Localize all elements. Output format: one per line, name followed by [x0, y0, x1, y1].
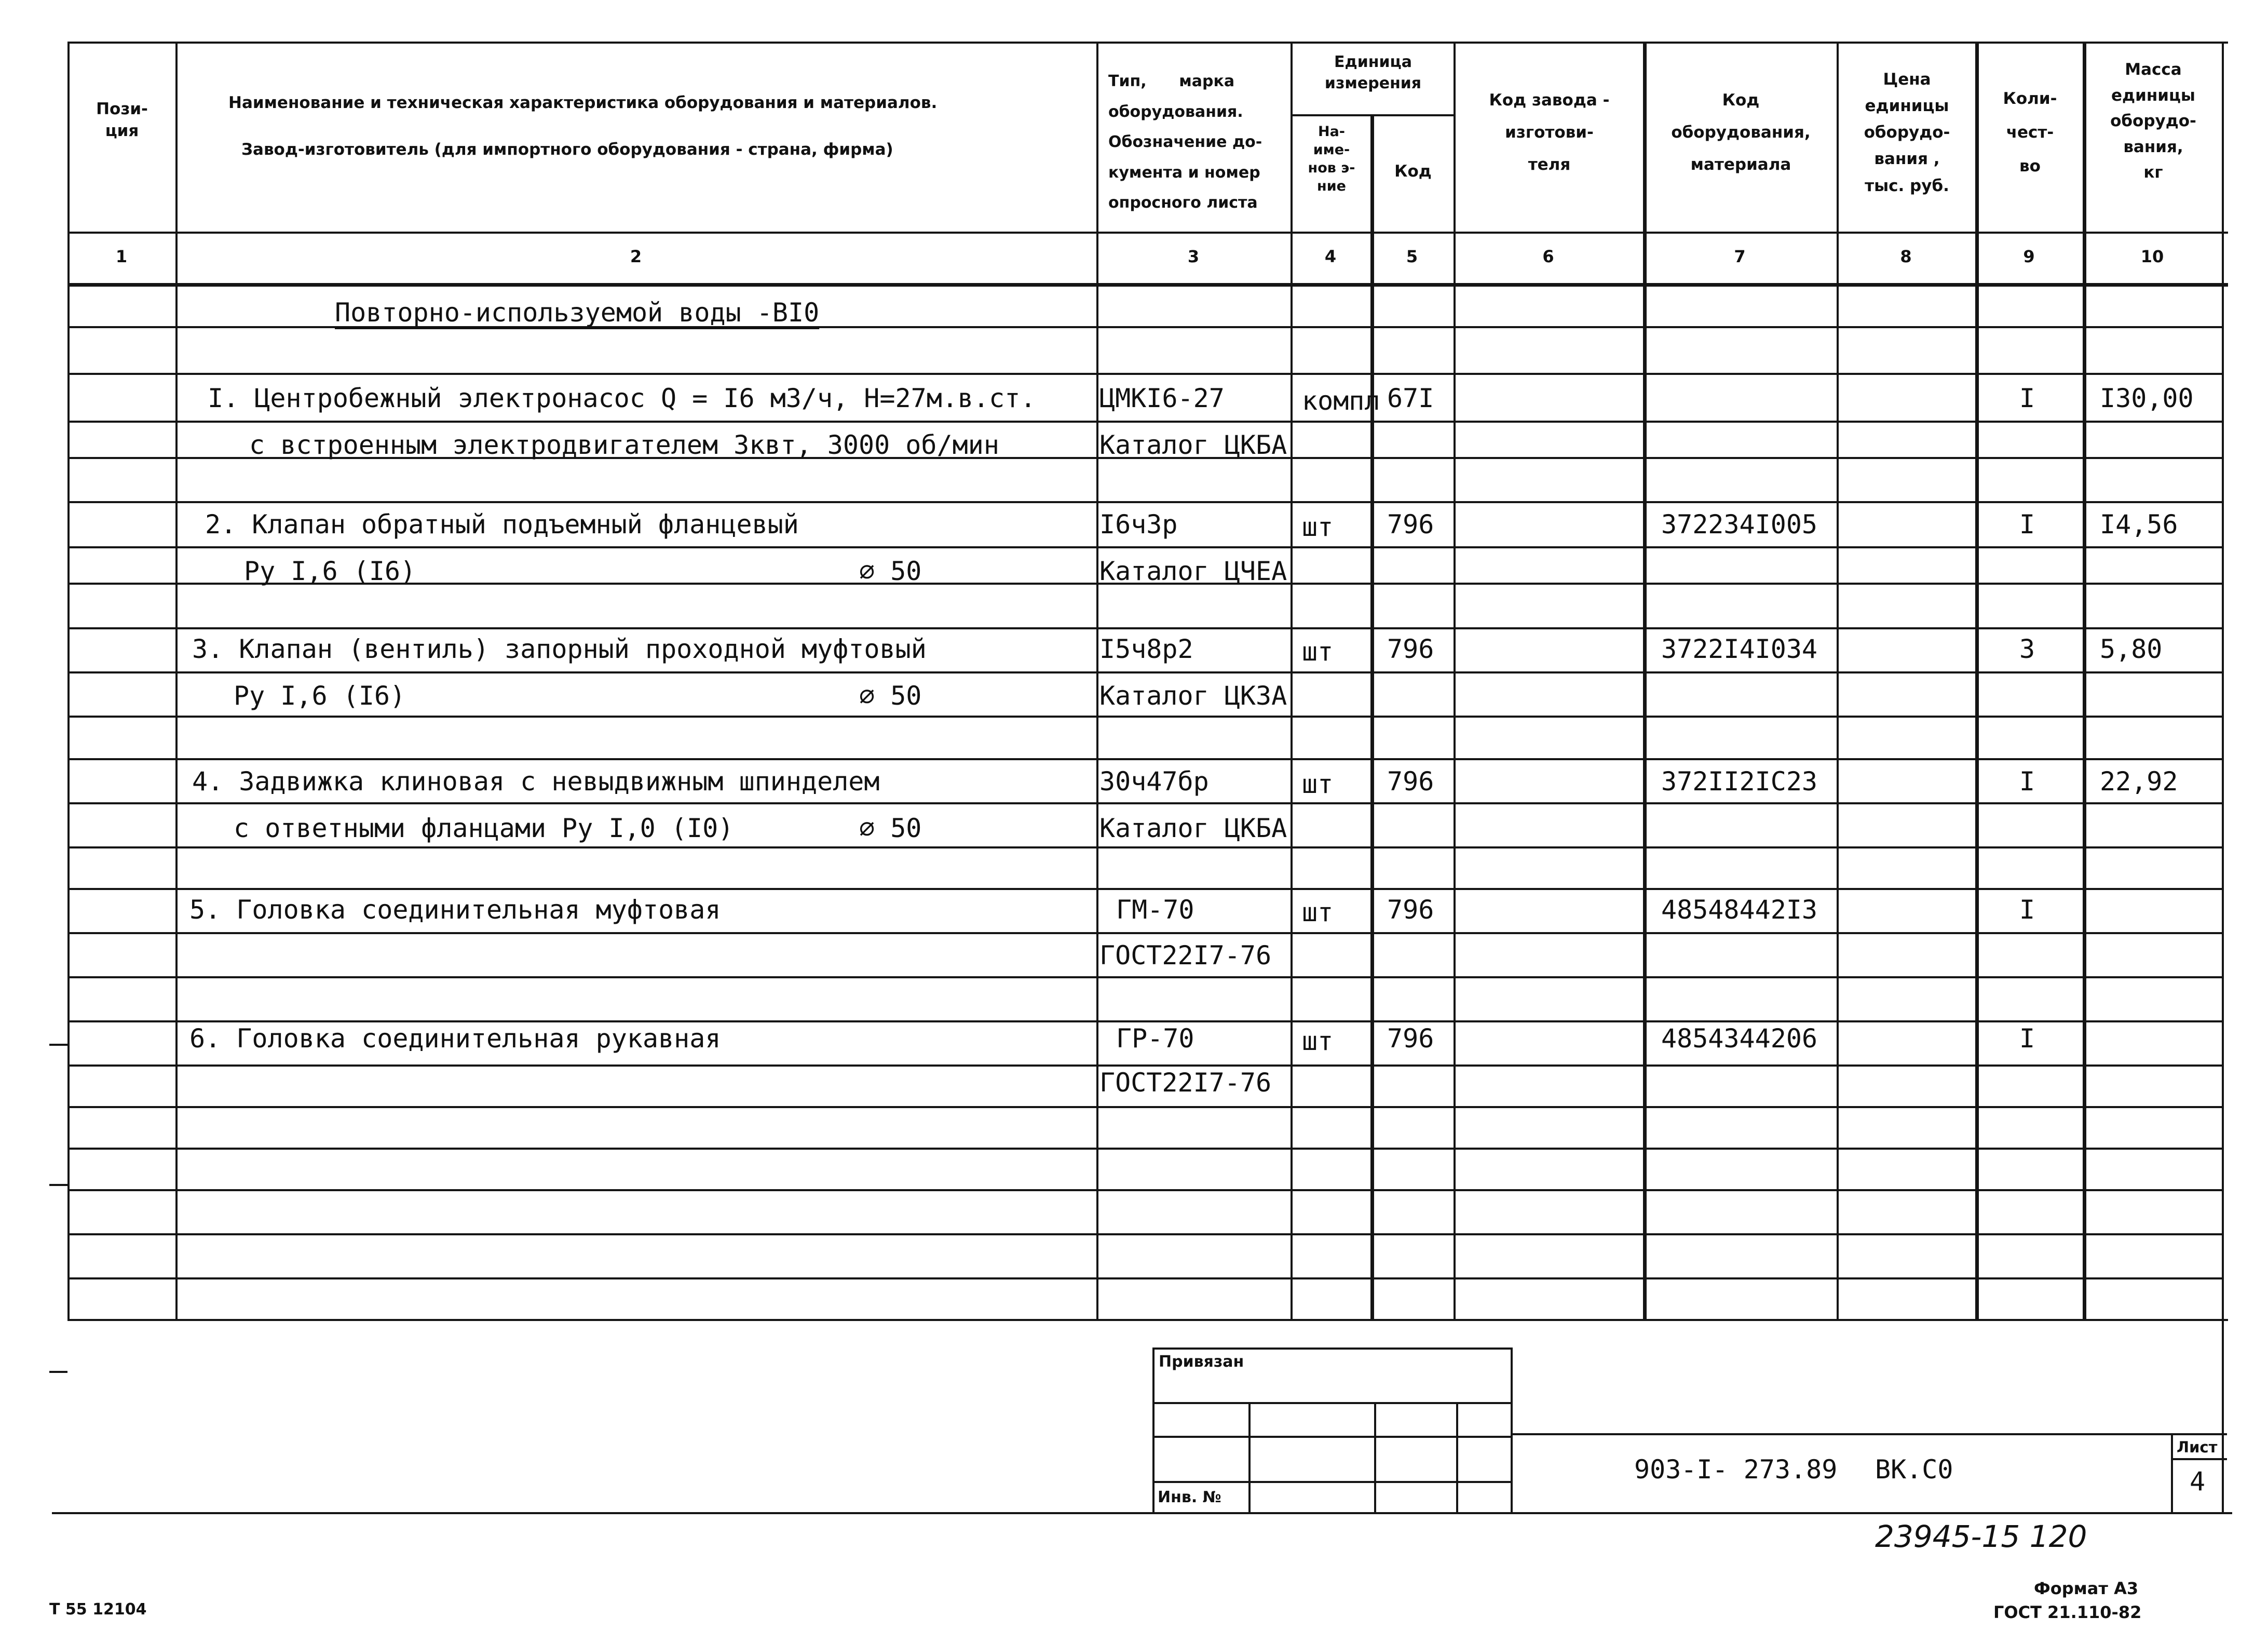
item-equipment-code: 48548442I3: [1661, 895, 1818, 925]
col-number: 8: [1900, 247, 1912, 266]
item-type-document: Каталог ЦКБА: [1099, 813, 1287, 843]
footer-format: Формат А3: [2034, 1579, 2139, 1598]
item-type-document: Каталог ЦКБА: [1099, 430, 1287, 460]
doc-mark: ВК.С0: [1875, 1454, 1953, 1485]
item-type-document: Каталог ЦКЗА: [1099, 681, 1287, 711]
item-unit-code: 796: [1387, 1023, 1434, 1054]
item-equipment-code: 372234I005: [1661, 509, 1818, 540]
item-diameter: ⌀ 50: [859, 813, 922, 843]
row-line: [67, 802, 2222, 804]
row-line: [67, 1148, 2222, 1150]
item-type-document: ГОСТ22I7-76: [1099, 1068, 1272, 1098]
item-mass: I30,00: [2100, 383, 2194, 413]
row-line: [67, 976, 2222, 978]
item-unit: компл: [1302, 386, 1380, 416]
col-line: [1454, 42, 1456, 1319]
item-quantity: I: [2019, 509, 2035, 540]
col-number: 3: [1187, 247, 1200, 266]
row-line: [67, 373, 2222, 375]
header-type: Тип, марка оборудования. Обозначение до- кумента и номер опросного листа: [1108, 72, 1262, 212]
item-mass: 5,80: [2100, 634, 2163, 664]
col-line: [1096, 42, 1098, 1319]
item-unit-code: 796: [1387, 895, 1434, 925]
col-number: 7: [1734, 247, 1746, 266]
row-line: [67, 1020, 2222, 1022]
row-line: [67, 501, 2222, 503]
item-name-continued: Ру I,6 (I6): [234, 681, 406, 711]
item-quantity: I: [2019, 383, 2035, 413]
title-block-line: [2171, 1433, 2173, 1512]
row-line: [67, 421, 2222, 423]
item-name: 2. Клапан обратный подъемный фланцевый: [205, 509, 799, 540]
col-line: [175, 42, 178, 1319]
frame-right-border: [2222, 42, 2224, 1512]
item-diameter: ⌀ 50: [859, 556, 922, 586]
item-unit-code: 67I: [1387, 383, 1434, 413]
header-unit-group: Единица измерения: [1324, 53, 1422, 92]
header-quantity: Коли- чест- во: [2003, 89, 2057, 176]
item-quantity: I: [2019, 766, 2035, 797]
item-equipment-code: 372II2IC23: [1661, 766, 1818, 797]
item-name: 5. Головка соединительная муфтовая: [189, 895, 721, 925]
item-name-continued: Ру I,6 (I6): [244, 556, 416, 586]
doc-code: 903-I- 273.89: [1634, 1454, 1838, 1485]
row-line: [67, 627, 2222, 629]
numbers-bottom-border: [67, 283, 2228, 287]
item-quantity: 3: [2019, 634, 2035, 664]
item-unit-code: 796: [1387, 509, 1434, 540]
footer-gost: ГОСТ 21.110-82: [1993, 1602, 2142, 1622]
item-name-continued: с встроенным электродвигателем 3квт, 3000 об/мин: [249, 430, 999, 460]
col-line: [1837, 42, 1839, 1319]
col-line: [67, 42, 70, 1319]
stamp-line: [1456, 1402, 1458, 1512]
header-name-line1: Наименование и техническая характеристика оборудования и материалов.: [228, 93, 938, 112]
col-line: [1975, 42, 1979, 1319]
item-unit: шт: [1302, 1026, 1334, 1056]
row-line: [67, 546, 2222, 548]
title-block-line: [2171, 1458, 2227, 1460]
item-unit: шт: [1302, 769, 1334, 799]
item-equipment-code: 3722I4I034: [1661, 634, 1818, 664]
row-line: [67, 671, 2222, 673]
item-equipment-code: 4854344206: [1661, 1023, 1818, 1054]
item-type: ГМ-70: [1116, 895, 1194, 925]
item-unit-code: 796: [1387, 766, 1434, 797]
item-name-continued: с ответными фланцами Ру I,0 (I0): [234, 813, 734, 843]
col-number: 4: [1324, 247, 1337, 266]
stamp-line: [1248, 1402, 1251, 1512]
list-label: Лист: [2177, 1438, 2218, 1456]
stamp-inv-no: Инв. №: [1158, 1488, 1221, 1506]
col-line: [1643, 42, 1647, 1319]
item-mass: 22,92: [2100, 766, 2178, 797]
item-type: I5ч8р2: [1099, 634, 1193, 664]
stamp-line: [1374, 1402, 1376, 1512]
col-number: 6: [1542, 247, 1554, 266]
item-quantity: I: [2019, 895, 2035, 925]
section-title: Повторно-используемой воды -BI0: [335, 298, 820, 328]
margin-tick: [49, 1184, 67, 1186]
row-line: [67, 1064, 2222, 1067]
header-unit-code: Код: [1394, 162, 1432, 181]
frame-bottom-border: [52, 1512, 2232, 1514]
item-name: 6. Головка соединительная рукавная: [189, 1023, 721, 1054]
col-number: 9: [2023, 247, 2035, 266]
stamp-line: [1152, 1347, 1155, 1512]
row-line: [67, 1277, 2222, 1279]
col-number: 10: [2140, 247, 2164, 266]
item-type-document: ГОСТ22I7-76: [1099, 940, 1272, 971]
col-number: 2: [630, 247, 642, 266]
stamp-privyazan: Привязан: [1159, 1353, 1244, 1371]
item-unit-code: 796: [1387, 634, 1434, 664]
item-unit: шт: [1302, 512, 1334, 542]
row-line: [67, 716, 2222, 718]
item-unit: шт: [1302, 897, 1334, 927]
row-line: [67, 932, 2222, 934]
list-number: 4: [2190, 1466, 2206, 1497]
row-line: [67, 888, 2222, 890]
header-equipment-code: Код оборудования, материала: [1671, 91, 1811, 174]
title-block-line: [1511, 1433, 2227, 1435]
item-quantity: I: [2019, 1023, 2035, 1054]
item-unit: шт: [1302, 637, 1334, 667]
header-name-line2: Завод-изготовитель (для импортного оборудования - страна, фирма): [241, 140, 893, 159]
item-type: I6ч3р: [1099, 509, 1178, 540]
header-factory-code: Код завода - изготови- теля: [1489, 91, 1610, 174]
header-position: Пози- ция: [96, 100, 148, 140]
margin-tick: [49, 1044, 67, 1046]
item-type: ГР-70: [1116, 1023, 1194, 1054]
stamp-line: [1511, 1347, 1513, 1512]
item-type-document: Каталог ЦЧЕА: [1099, 556, 1287, 586]
col-line: [2083, 42, 2086, 1319]
row-line: [67, 1233, 2222, 1235]
item-diameter: ⌀ 50: [859, 681, 922, 711]
row-line: [67, 758, 2222, 760]
margin-tick: [49, 1371, 67, 1373]
col-line: [1291, 42, 1293, 1319]
item-name: I. Центробежный электронасос Q = I6 м3/ч, H=27м.в.ст.: [208, 383, 1036, 413]
item-type: ЦМКI6-27: [1099, 383, 1225, 413]
row-line: [67, 1189, 2222, 1191]
item-name: 3. Клапан (вентиль) запорный проходной муфтовый: [192, 634, 927, 664]
table-top-border: [67, 42, 2228, 44]
header-bottom-border: [67, 232, 2228, 234]
table-bottom-border: [67, 1319, 2228, 1321]
header-unit-name: На- име- нов э- ние: [1308, 124, 1355, 195]
footer-left-code: Т 55 12104: [49, 1600, 147, 1619]
handwritten-number: 23945-15 120: [1875, 1519, 2087, 1554]
header-mass: Масса единицы оборудо- вания, кг: [2110, 60, 2196, 182]
col-line: [1370, 114, 1374, 1319]
row-line: [67, 1106, 2222, 1108]
col-number: 1: [115, 247, 128, 266]
stamp-line: [1152, 1347, 1511, 1350]
row-line: [67, 846, 2222, 848]
item-type: 30ч47бр: [1099, 766, 1209, 797]
item-name: 4. Задвижка клиновая с невыдвижным шпинделем: [192, 766, 880, 797]
header-price: Цена единицы оборудо- вания , тыс. руб.: [1864, 70, 1950, 195]
item-mass: I4,56: [2100, 509, 2178, 540]
unit-group-divider: [1291, 114, 1454, 116]
col-number: 5: [1406, 247, 1418, 266]
